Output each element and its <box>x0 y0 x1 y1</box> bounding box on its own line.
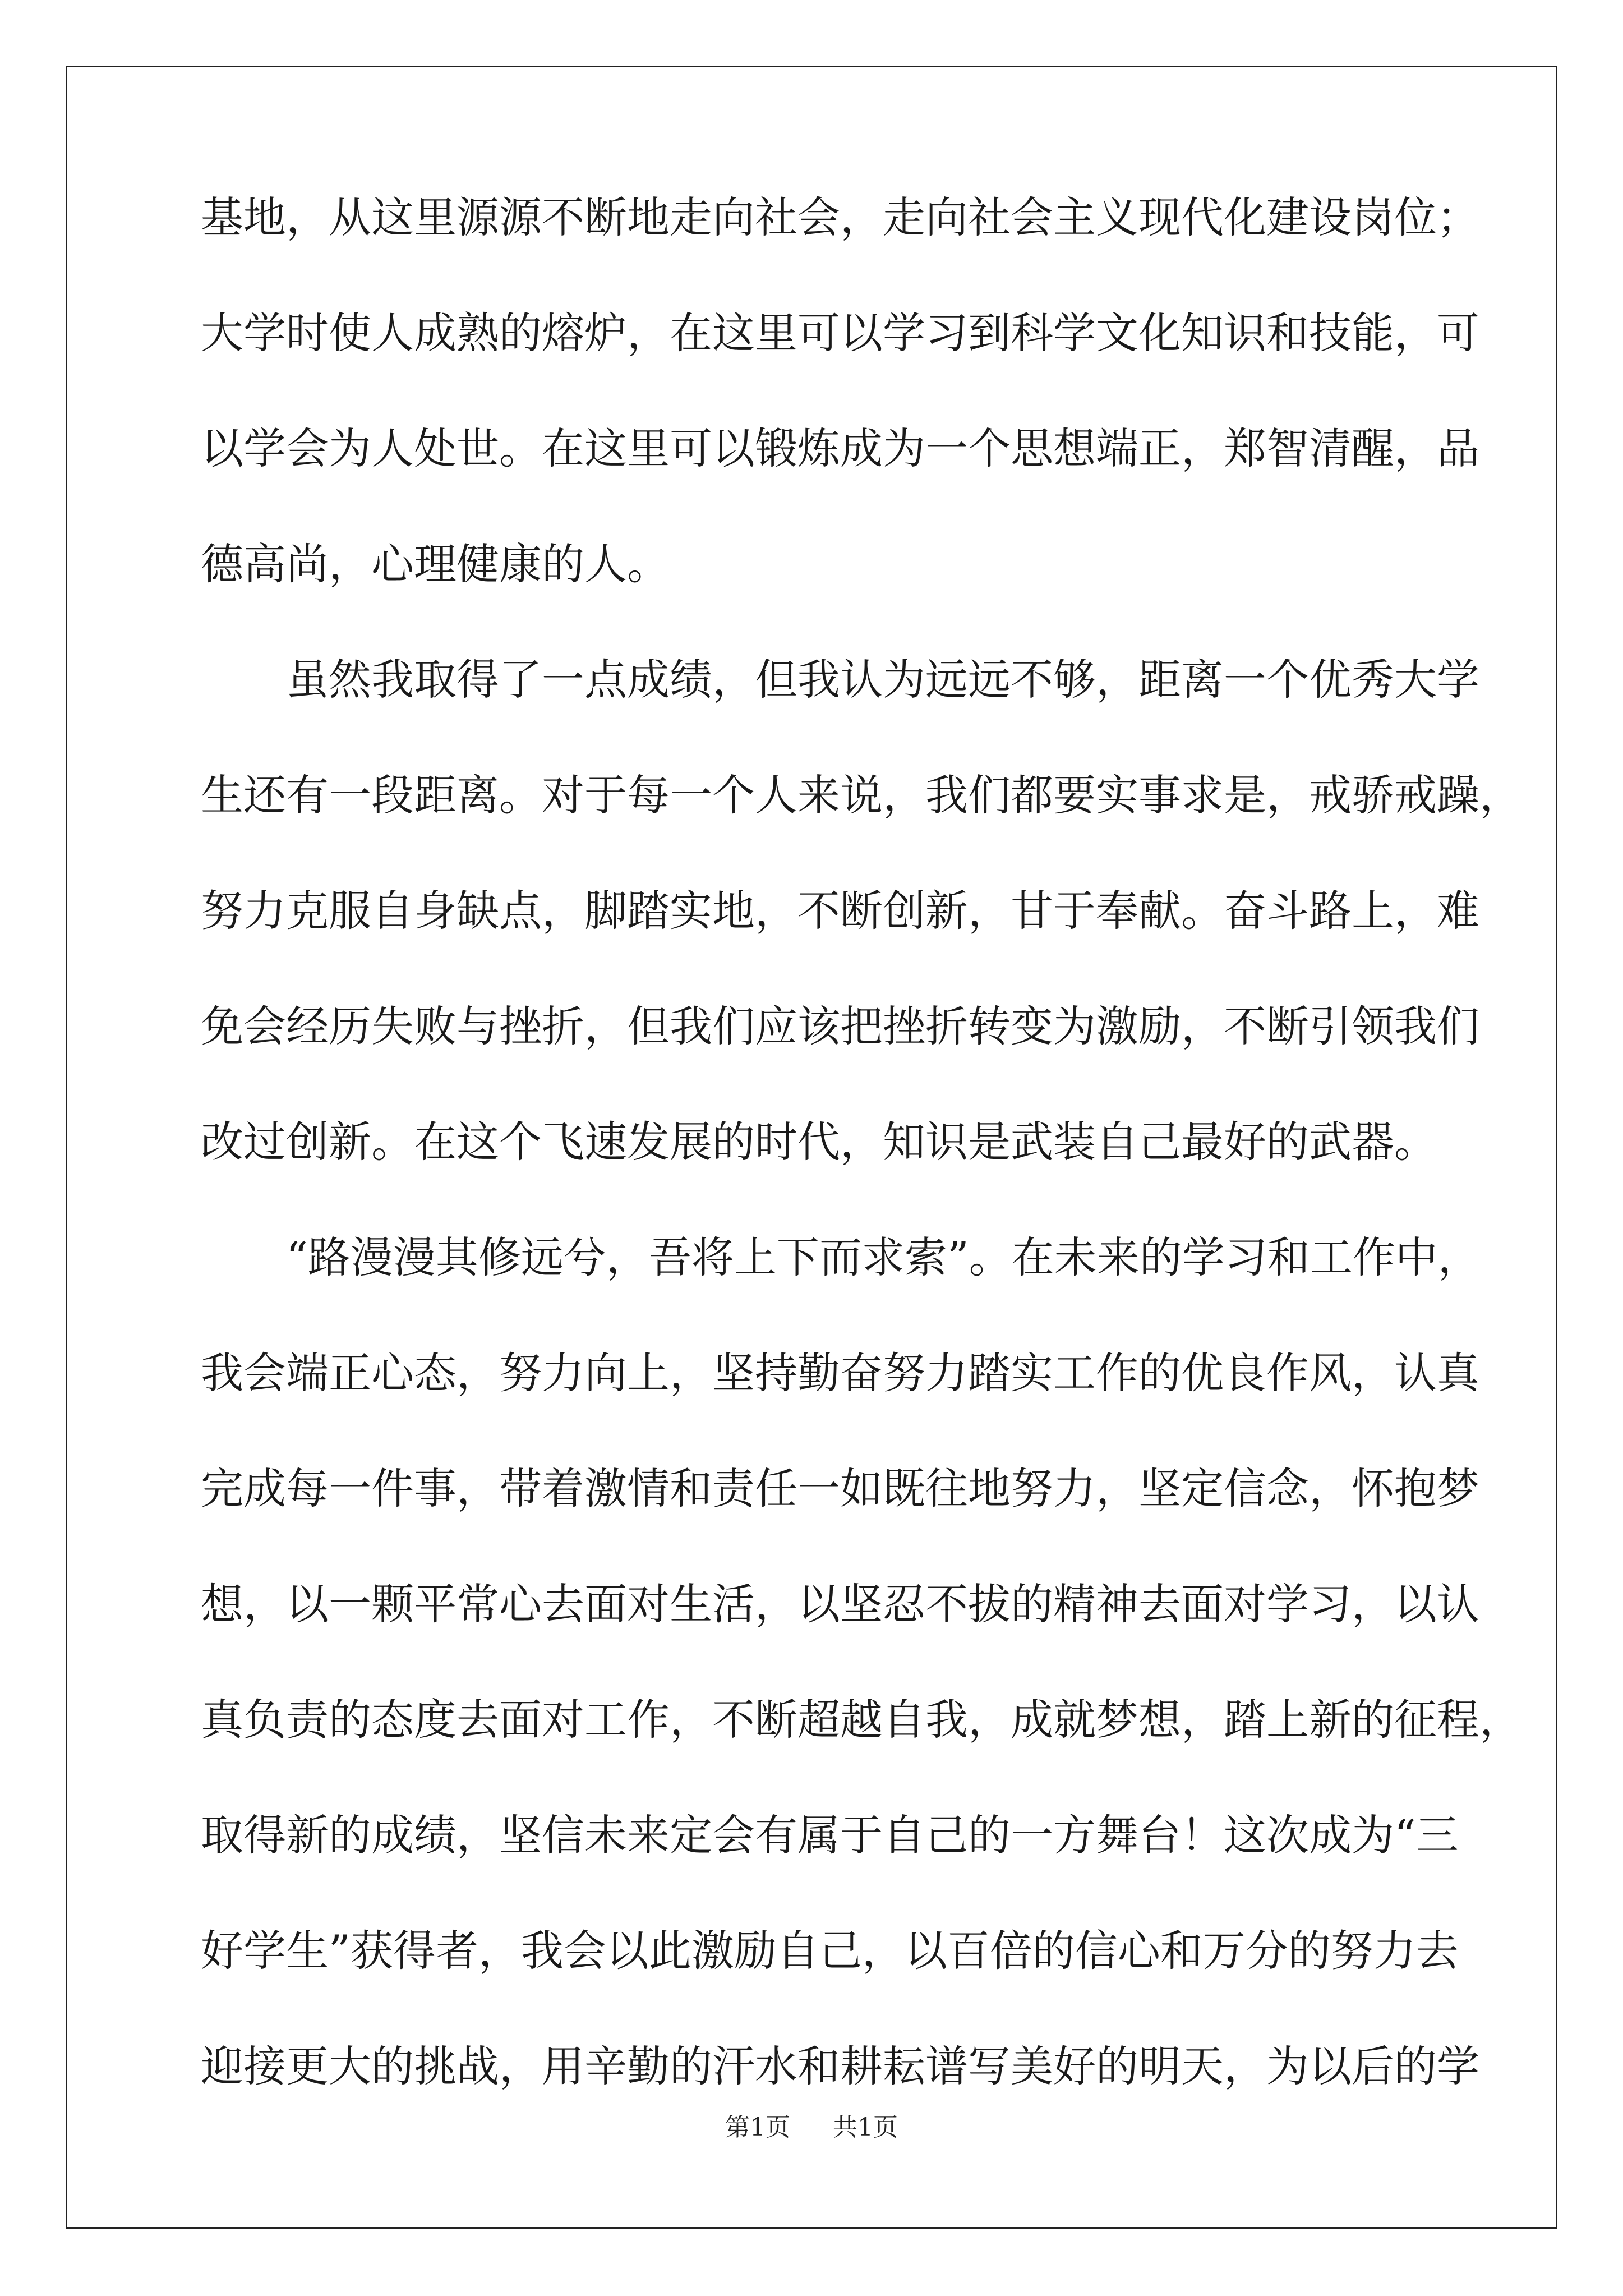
page-footer <box>0 2114 1623 2142</box>
text-line: 迎接更大的挑战，用辛勤的汗水和耕耘谱写美好的明天，为以后的学 <box>201 2041 1479 2091</box>
text-line: 努力克服自身缺点，脚踏实地，不断创新，甘于奉献。奋斗路上，难 <box>201 886 1479 936</box>
document-body <box>201 192 1522 2161</box>
text-line-paragraph-start: 虽然我取得了一点成绩，但我认为远远不够，距离一个优秀大学 <box>286 655 1479 705</box>
page-number-total: 共1页 <box>833 2113 898 2142</box>
page-number-current: 第1页 <box>725 2113 790 2142</box>
text-line-paragraph-start: “路漫漫其修远兮，吾将上下而求索”。在未来的学习和工作中， <box>286 1232 1481 1282</box>
text-line: 基地，从这里源源不断地走向社会，走向社会主义现代化建设岗位； <box>201 192 1479 242</box>
text-line: 德高尚，心理健康的人。 <box>201 539 670 589</box>
text-line: 生还有一段距离。对于每一个人来说，我们都要实事求是，戒骄戒躁， <box>201 770 1522 820</box>
text-line: 免会经历失败与挫折，但我们应该把挫折转变为激励，不断引领我们 <box>201 1001 1479 1051</box>
text-line: 真负责的态度去面对工作，不断超越自我，成就梦想，踏上新的征程， <box>201 1695 1522 1745</box>
text-line: 完成每一件事，带着激情和责任一如既往地努力，坚定信念，怀抱梦 <box>201 1464 1479 1513</box>
text-line: 以学会为人处世。在这里可以锻炼成为一个思想端正，郑智清醒，品 <box>201 424 1479 473</box>
text-line: 大学时使人成熟的熔炉，在这里可以学习到科学文化知识和技能，可 <box>201 308 1479 358</box>
text-line: 我会端正心态，努力向上，坚持勤奋努力踏实工作的优良作风，认真 <box>201 1348 1479 1398</box>
text-line: 好学生”获得者，我会以此激励自己，以百倍的信心和万分的努力去 <box>201 1926 1459 1976</box>
text-line: 改过创新。在这个飞速发展的时代，知识是武装自己最好的武器。 <box>201 1117 1437 1167</box>
text-line: 想，以一颗平常心去面对生活，以坚忍不拔的精神去面对学习，以认 <box>201 1579 1479 1629</box>
text-line: 取得新的成绩，坚信未来定会有属于自己的一方舞台！这次成为“三 <box>201 1810 1459 1860</box>
